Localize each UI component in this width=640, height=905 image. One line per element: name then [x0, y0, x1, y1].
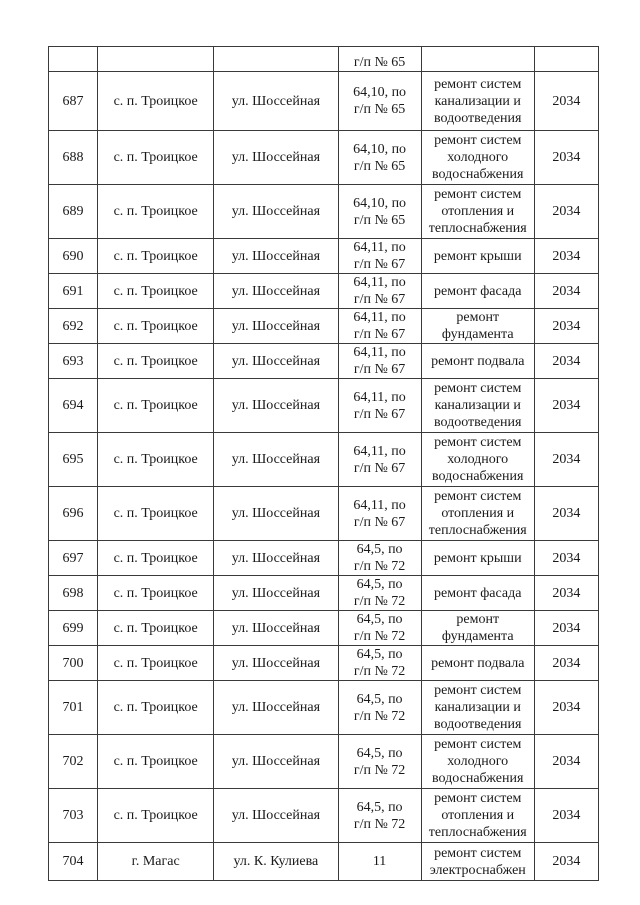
- cell-year: 2034: [534, 131, 598, 185]
- cell-num: 697: [49, 541, 98, 576]
- cell-year: 2034: [534, 646, 598, 681]
- table-row: [49, 379, 599, 433]
- cell-street: ул. Шоссейная: [214, 646, 338, 681]
- cell-house: [338, 185, 421, 239]
- house-line: г/п № 72: [353, 594, 406, 609]
- cell-settlement: [98, 47, 214, 72]
- cell-num: 692: [49, 309, 98, 344]
- cell-settlement: с. п. Троицкое: [98, 611, 214, 646]
- table-row: [49, 131, 599, 185]
- cell-street: ул. Шоссейная: [214, 344, 338, 379]
- table-row: [49, 72, 599, 131]
- house-line: 64,5, по: [356, 612, 403, 627]
- house-line: 64,10, по: [353, 141, 407, 157]
- cell-street: ул. Шоссейная: [214, 274, 338, 309]
- cell-year: [534, 47, 598, 72]
- cell-settlement: с. п. Троицкое: [98, 274, 214, 309]
- cell-year: 2034: [534, 185, 598, 239]
- cell-num: 690: [49, 239, 98, 274]
- cell-year: 2034: [534, 576, 598, 611]
- house-line: г/п № 67: [353, 460, 406, 476]
- cell-year: 2034: [534, 487, 598, 541]
- cell-num: 688: [49, 131, 98, 185]
- cell-house: [338, 131, 421, 185]
- cell-settlement: с. п. Троицкое: [98, 681, 214, 735]
- cell-num: 701: [49, 681, 98, 735]
- cell-year: 2034: [534, 541, 598, 576]
- cell-street: ул. Шоссейная: [214, 433, 338, 487]
- cell-street: ул. Шоссейная: [214, 789, 338, 843]
- cell-year: 2034: [534, 344, 598, 379]
- cell-settlement: с. п. Троицкое: [98, 487, 214, 541]
- cell-settlement: с. п. Троицкое: [98, 72, 214, 131]
- cell-street: ул. Шоссейная: [214, 185, 338, 239]
- cell-work: ремонт систем холодного водоснабжения: [421, 131, 534, 185]
- cell-house: [338, 433, 421, 487]
- cell-num: 702: [49, 735, 98, 789]
- cell-street: ул. Шоссейная: [214, 735, 338, 789]
- table-row: [49, 274, 599, 309]
- cell-work: ремонт систем канализации и водоотведения: [421, 681, 534, 735]
- cell-street: ул. Шоссейная: [214, 681, 338, 735]
- house-line: 64,5, по: [356, 745, 403, 761]
- cell-settlement: с. п. Троицкое: [98, 433, 214, 487]
- house-line: г/п № 72: [353, 708, 406, 724]
- cell-num: 704: [49, 843, 98, 881]
- house-line: 64,5, по: [356, 577, 403, 592]
- house-line: 64,11, по: [353, 443, 406, 459]
- cell-work: ремонт систем отопления и теплоснабжения: [421, 185, 534, 239]
- house-line: г/п № 65: [353, 212, 406, 228]
- table-row: [49, 646, 599, 681]
- cell-house: [338, 541, 421, 576]
- cell-house: [338, 72, 421, 131]
- house-line: 64,5, по: [356, 691, 403, 707]
- cell-settlement: с. п. Троицкое: [98, 646, 214, 681]
- table-row: [49, 344, 599, 379]
- cell-num: 696: [49, 487, 98, 541]
- house-line: г/п № 72: [353, 816, 406, 832]
- cell-settlement: с. п. Троицкое: [98, 789, 214, 843]
- cell-settlement: с. п. Троицкое: [98, 309, 214, 344]
- cell-settlement: с. п. Троицкое: [98, 379, 214, 433]
- house-line: г/п № 65: [353, 55, 406, 70]
- table-row: [49, 576, 599, 611]
- cell-house: [338, 344, 421, 379]
- house-line: г/п № 67: [353, 362, 406, 377]
- house-line: г/п № 65: [353, 102, 406, 117]
- cell-house: [338, 843, 421, 881]
- cell-house: [338, 274, 421, 309]
- cell-work: ремонт фундамента: [421, 611, 534, 646]
- table-row: [49, 541, 599, 576]
- house-line: 64,11, по: [353, 310, 406, 325]
- house-line: 64,11, по: [353, 497, 406, 513]
- cell-year: 2034: [534, 611, 598, 646]
- cell-year: 2034: [534, 72, 598, 131]
- house-line: г/п № 65: [353, 158, 406, 174]
- cell-num: 698: [49, 576, 98, 611]
- cell-street: ул. Шоссейная: [214, 379, 338, 433]
- house-line: г/п № 67: [353, 292, 406, 307]
- cell-street: ул. Шоссейная: [214, 131, 338, 185]
- cell-house: [338, 487, 421, 541]
- house-line: г/п № 72: [353, 629, 406, 644]
- house-line: 64,5, по: [356, 799, 403, 815]
- cell-work: ремонт систем канализации и водоотведения: [421, 72, 534, 131]
- table-row: [49, 843, 599, 881]
- house-line: 64,11, по: [353, 275, 406, 290]
- cell-year: 2034: [534, 735, 598, 789]
- cell-num: 694: [49, 379, 98, 433]
- house-line: 64,5, по: [356, 542, 403, 557]
- house-line: 11: [372, 854, 387, 869]
- cell-street: [214, 47, 338, 72]
- repair-schedule-table: [48, 46, 599, 881]
- cell-num: 699: [49, 611, 98, 646]
- cell-year: 2034: [534, 274, 598, 309]
- house-line: 64,11, по: [353, 240, 406, 255]
- cell-settlement: с. п. Троицкое: [98, 239, 214, 274]
- house-line: г/п № 67: [353, 514, 406, 530]
- table-row: [49, 309, 599, 344]
- cell-work: ремонт подвала: [421, 646, 534, 681]
- cell-settlement: с. п. Троицкое: [98, 576, 214, 611]
- cell-work: ремонт фасада: [421, 274, 534, 309]
- table-row: [49, 735, 599, 789]
- cell-settlement: с. п. Троицкое: [98, 735, 214, 789]
- table-row: [49, 681, 599, 735]
- cell-work: ремонт систем электроснабжен: [421, 843, 534, 881]
- cell-settlement: с. п. Троицкое: [98, 185, 214, 239]
- cell-house: [338, 309, 421, 344]
- cell-year: 2034: [534, 843, 598, 881]
- cell-work: ремонт фундамента: [421, 309, 534, 344]
- table-row: [49, 487, 599, 541]
- cell-street: ул. Шоссейная: [214, 309, 338, 344]
- cell-house: [338, 789, 421, 843]
- cell-num: 703: [49, 789, 98, 843]
- cell-work: ремонт систем канализации и водоотведения: [421, 379, 534, 433]
- cell-street: ул. Шоссейная: [214, 611, 338, 646]
- house-line: 64,10, по: [353, 85, 407, 100]
- cell-num: [49, 47, 98, 72]
- cell-work: ремонт систем холодного водоснабжения: [421, 735, 534, 789]
- cell-settlement: с. п. Троицкое: [98, 541, 214, 576]
- house-line: г/п № 67: [353, 406, 406, 422]
- cell-street: ул. Шоссейная: [214, 576, 338, 611]
- house-line: г/п № 72: [353, 664, 406, 679]
- cell-year: 2034: [534, 379, 598, 433]
- house-line: 64,5, по: [356, 647, 403, 662]
- cell-street: ул. Шоссейная: [214, 541, 338, 576]
- cell-work: ремонт систем отопления и теплоснабжения: [421, 487, 534, 541]
- house-line: г/п № 67: [353, 257, 406, 272]
- cell-street: ул. Шоссейная: [214, 72, 338, 131]
- cell-work: ремонт фасада: [421, 576, 534, 611]
- cell-house: [338, 379, 421, 433]
- cell-street: ул. Шоссейная: [214, 239, 338, 274]
- repair-schedule-body: [49, 47, 599, 881]
- house-line: 64,11, по: [353, 389, 406, 405]
- table-row: [49, 185, 599, 239]
- table-row: [49, 789, 599, 843]
- house-line: 64,11, по: [353, 345, 406, 360]
- cell-num: 695: [49, 433, 98, 487]
- cell-num: 700: [49, 646, 98, 681]
- house-line: г/п № 72: [353, 559, 406, 574]
- cell-work: ремонт крыши: [421, 239, 534, 274]
- cell-year: 2034: [534, 789, 598, 843]
- cell-house: [338, 735, 421, 789]
- cell-work: ремонт систем отопления и теплоснабжения: [421, 789, 534, 843]
- table-row: [49, 611, 599, 646]
- cell-work: ремонт крыши: [421, 541, 534, 576]
- cell-house: [338, 239, 421, 274]
- cell-num: 689: [49, 185, 98, 239]
- cell-year: 2034: [534, 681, 598, 735]
- cell-num: 693: [49, 344, 98, 379]
- table-row: [49, 239, 599, 274]
- house-line: 64,10, по: [353, 195, 407, 211]
- house-line: г/п № 72: [353, 762, 406, 778]
- cell-house: [338, 611, 421, 646]
- table-row: [49, 433, 599, 487]
- table-row-continued: [49, 47, 599, 72]
- cell-year: 2034: [534, 433, 598, 487]
- cell-house: [338, 681, 421, 735]
- cell-year: 2034: [534, 309, 598, 344]
- cell-house: [338, 646, 421, 681]
- cell-settlement: г. Магас: [98, 843, 214, 881]
- house-line: г/п № 67: [353, 327, 406, 342]
- cell-work: [421, 47, 534, 72]
- cell-num: 687: [49, 72, 98, 131]
- cell-num: 691: [49, 274, 98, 309]
- cell-settlement: с. п. Троицкое: [98, 131, 214, 185]
- cell-work: ремонт систем холодного водоснабжения: [421, 433, 534, 487]
- cell-year: 2034: [534, 239, 598, 274]
- cell-work: ремонт подвала: [421, 344, 534, 379]
- cell-house: [338, 47, 421, 72]
- cell-settlement: с. п. Троицкое: [98, 344, 214, 379]
- cell-house: [338, 576, 421, 611]
- cell-street: ул. К. Кулиева: [214, 843, 338, 881]
- cell-street: ул. Шоссейная: [214, 487, 338, 541]
